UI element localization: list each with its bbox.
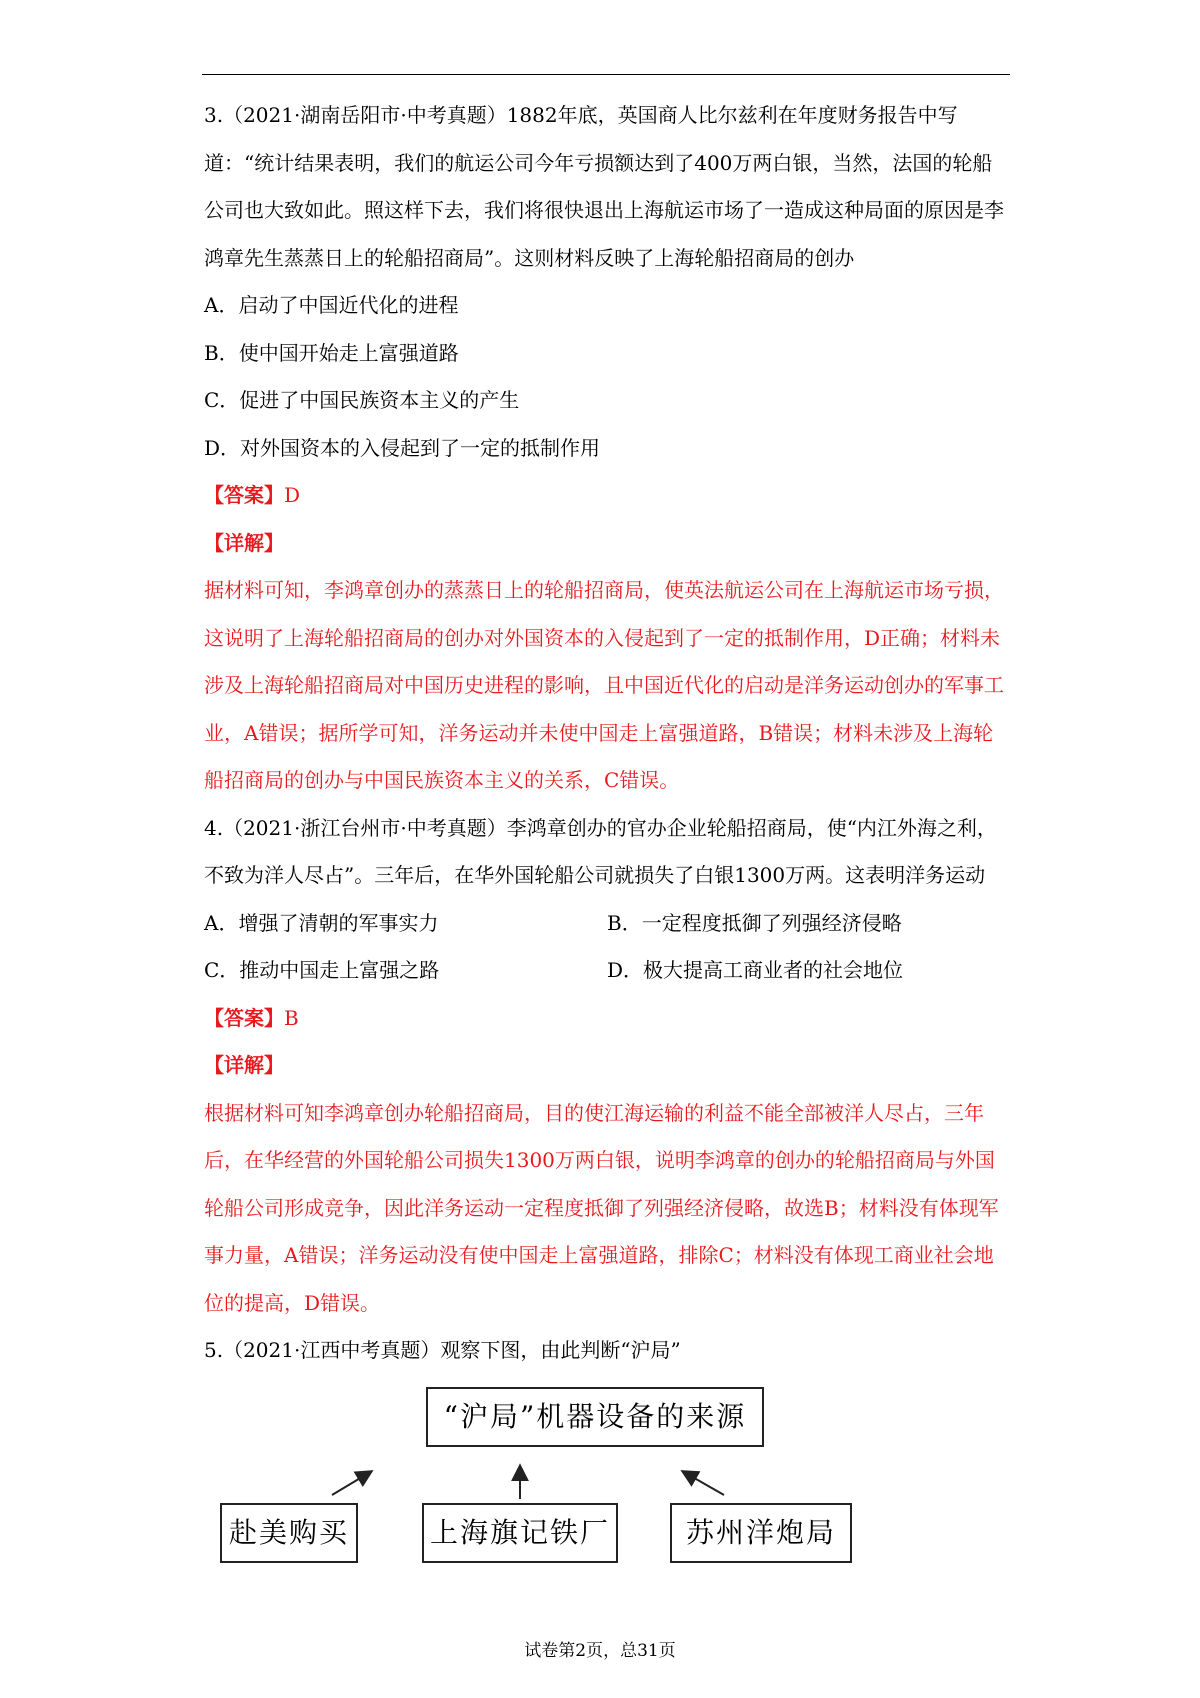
q4-option-d: D．极大提高工商业者的社会地位 — [607, 958, 904, 982]
arrow-right — [682, 1471, 724, 1495]
source-diagram — [204, 1387, 1010, 1577]
q3-detail: 据材料可知，李鸿章创办的蒸蒸日上的轮船招商局，使英法航运公司在上海航运市场亏损，这说明了上海轮船招商局的创办对外国资本的入侵起到了一定的抵制作用，D正确；材料未涉及上海轮船招商局对中国历史进程的影响，且中国近代化的启动是洋务运动创办的军事工业，A错误；据所学可知，洋务运动并未使中国走上富强道路，B错误；材料未涉及上海轮船招商局的创办与中国民族资本主义的关系，C错误。 — [204, 578, 1004, 792]
answer-label: 【答案】 — [204, 483, 284, 507]
answer-label: 【答案】 — [204, 1005, 284, 1030]
q3-detail-label: 【详解】 — [204, 530, 284, 555]
answer-value: D — [284, 483, 301, 507]
answer-value: B — [284, 1005, 299, 1030]
q3-stem: 3.（2021·湖南岳阳市·中考真题）1882年底，英国商人比尔兹利在年度财务报告中写道：“统计结果表明，我们的航运公司今年亏损额达到了400万两白银，当然，法国的轮船公司也大致如此。照这样下去，我们将很快退出上海航运市场了一造成这种局面的原因是李鸿章先生蒸蒸日上的轮船招商局”。这则材料反映了上海轮船招商局的创办 — [204, 103, 1004, 270]
q4-options-row-1 — [204, 900, 1010, 948]
diagram-top-box: “沪局”机器设备的来源 — [426, 1387, 764, 1447]
page-footer: 试卷第2页，总31页 — [524, 1641, 676, 1661]
q4-options-row-2 — [204, 947, 1010, 995]
q3-option-b: B．使中国开始走上富强道路 — [204, 340, 459, 365]
header-rule — [202, 74, 1010, 75]
q4-detail: 根据材料可知李鸿章创办轮船招商局，目的使江海运输的利益不能全部被洋人尽占，三年后，在华经营的外国轮船公司损失1300万两白银，说明李鸿章的创办的轮船招商局与外国轮船公司形成竞争，因此洋务运动一定程度抵御了列强经济侵略，故选B；材料没有体现军事力量，A错误；洋务运动没有使中国走上富强道路，排除C；材料没有体现工商业社会地位的提高，D错误。 — [204, 1100, 999, 1315]
q3-option-c: C．促进了中国民族资本主义的产生 — [204, 388, 520, 412]
q3-option-d: D．对外国资本的入侵起到了一定的抵制作用 — [204, 435, 601, 460]
q4-option-a: A．增强了清朝的军事实力 — [204, 910, 439, 935]
q4-option-c: C．推动中国走上富强之路 — [204, 958, 440, 982]
diagram-left-box: 赴美购买 — [220, 1503, 358, 1563]
q4-answer — [204, 995, 1010, 1043]
diagram-center-box: 上海旗记铁厂 — [422, 1503, 618, 1563]
q3-answer — [204, 472, 1010, 520]
q4-stem: 4.（2021·浙江台州市·中考真题）李鸿章创办的官办企业轮船招商局，使“内江外海之利，不致为洋人尽占”。三年后，在华外国轮船公司就损失了白银1300万两。这表明洋务运动 — [204, 815, 997, 887]
page-content — [204, 92, 1010, 1577]
q4-detail-label: 【详解】 — [204, 1053, 284, 1077]
q3-option-a: A．启动了中国近代化的进程 — [204, 293, 459, 317]
diagram-right-box: 苏州洋炮局 — [670, 1503, 852, 1563]
arrow-left — [332, 1471, 372, 1495]
q5-stem: 5.（2021·江西中考真题）观察下图，由此判断“沪局” — [204, 1338, 681, 1362]
q4-option-b: B．一定程度抵御了列强经济侵略 — [607, 910, 902, 935]
